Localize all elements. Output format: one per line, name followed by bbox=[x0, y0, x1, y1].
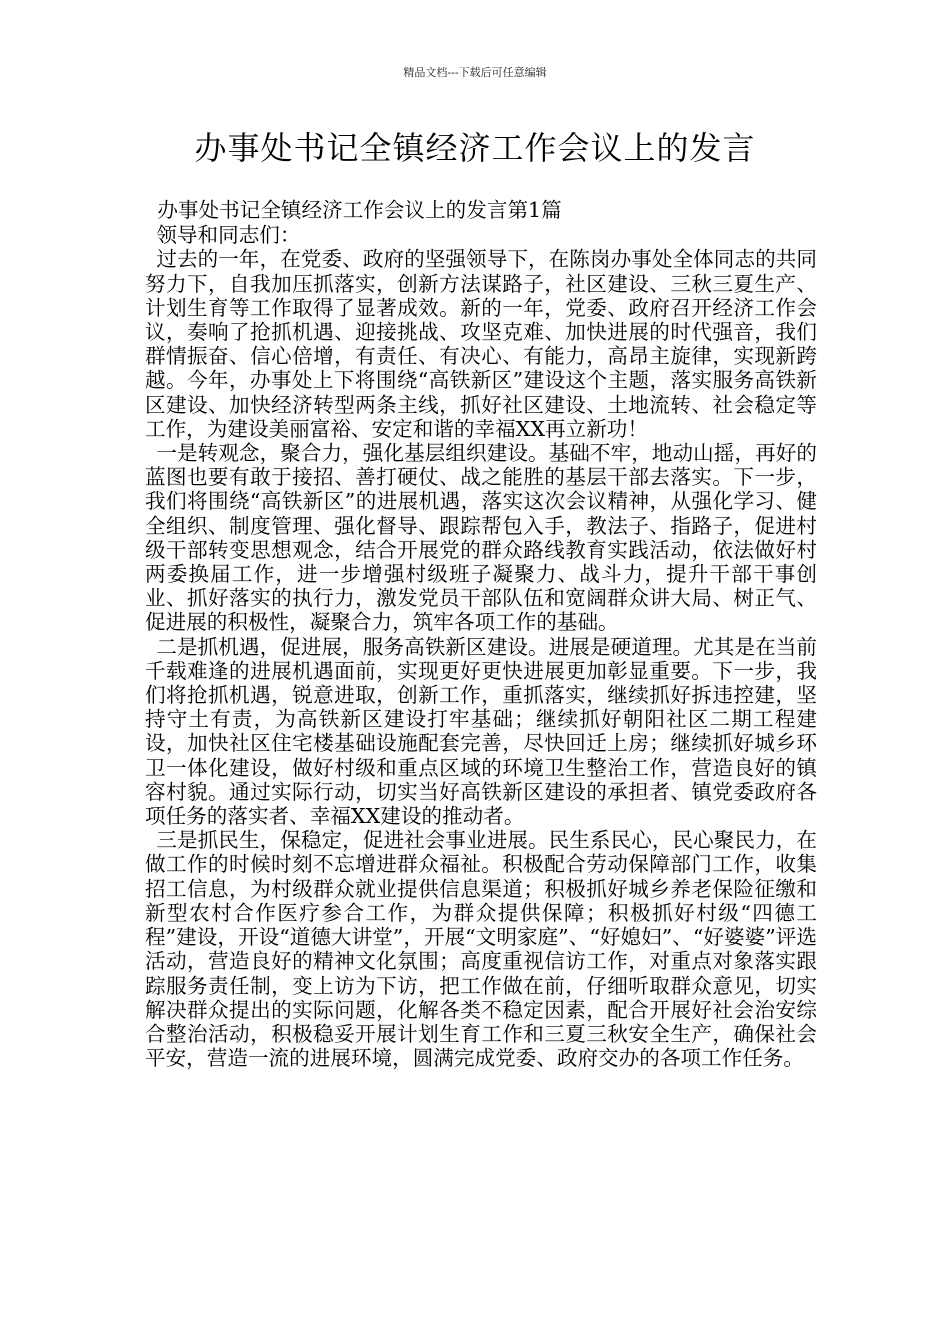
paragraph: 二是抓机遇，促进展，服务高铁新区建设。进展是硬道理。尤其是在当前千载难逢的进展机遇面前，实现更好更快进展更加彰显重要。下一步，我们将抢抓机遇，锐意进取，创新工作，重抓落实，继续抓好拆违控建，坚持守土有责，为高铁新区建设打牢基础；继续抓好朝阳社区二期工程建设，加快社区住宅楼基础设施配套完善，尽快回迁上房；继续抓好城乡环卫一体化建设，做好村级和重点区域的环境卫生整治工作，营造良好的镇容村貌。通过实际行动，切实当好高铁新区建设的承担者、镇党委政府各项任务的落实者、幸福XX建设的推动者。 bbox=[145, 634, 817, 829]
document-subtitle: 办事处书记全镇经济工作会议上的发言第1篇 bbox=[157, 198, 562, 222]
document-title: 办事处书记全镇经济工作会议上的发言 bbox=[194, 129, 756, 167]
paragraph: 一是转观念，聚合力，强化基层组织建设。基础不牢，地动山摇，再好的蓝图也要有敢于接招、善打硬仗、战之能胜的基层干部去落实。下一步，我们将围绕“高铁新区”的进展机遇，落实这次会议精神，从强化学习、健全组织、制度管理、强化督导、跟踪帮包入手，教法子、指路子，促进村级干部转变思想观念，结合开展党的群众路线教育实践活动，依法做好村两委换届工作，进一步增强村级班子凝聚力、战斗力，提升干部干事创业、抓好落实的执行力，激发党员干部队伍和宽阔群众讲大局、树正气、促进展的积极性，凝聚合力，筑牢各项工作的基础。 bbox=[145, 441, 817, 635]
document-body bbox=[145, 198, 817, 1070]
salutation: 领导和同志们： bbox=[156, 223, 301, 248]
header-note: 精品文档---下载后可任意编辑 bbox=[403, 66, 547, 79]
paragraph: 三是抓民生，保稳定，促进社会事业进展。民生系民心，民心聚民力，在做工作的时候时刻不忘增进群众福祉。积极配合劳动保障部门工作，收集招工信息，为村级群众就业提供信息渠道；积极抓好城乡养老保险征缴和新型农村合作医疗参合工作，为群众提供保障；积极抓好村级“四德工程”建设，开设“道德大讲堂”，开展“文明家庭”、“好媳妇”、“好婆婆”评选活动，营造良好的精神文化氛围；高度重视信访工作，对重点对象落实跟踪服务责任制，变上访为下访，把工作做在前，仔细听取群众意见，切实解决群众提出的实际问题，化解各类不稳定因素，配合开展好社会治安综合整治活动，积极稳妥开展计划生育工作和三夏三秋安全生产，确保社会平安，营造一流的进展环境，圆满完成党委、政府交办的各项工作任务。 bbox=[145, 828, 817, 1071]
paragraph: 过去的一年，在党委、政府的坚强领导下，在陈岗办事处全体同志的共同努力下，自我加压抓落实，创新方法谋路子，社区建设、三秋三夏生产、计划生育等工作取得了显著成效。新的一年，党委、政府召开经济工作会议，奏响了抢抓机遇、迎接挑战、攻坚克难、加快进展的时代强音，我们群情振奋、信心倍增，有责任、有决心、有能力，高昂主旋律，实现新跨越。今年，办事处上下将围绕“高铁新区”建设这个主题，落实服务高铁新区建设、加快经济转型两条主线，抓好社区建设、土地流转、社会稳定等工作，为建设美丽富裕、安定和谐的幸福XX再立新功！ bbox=[145, 247, 817, 441]
